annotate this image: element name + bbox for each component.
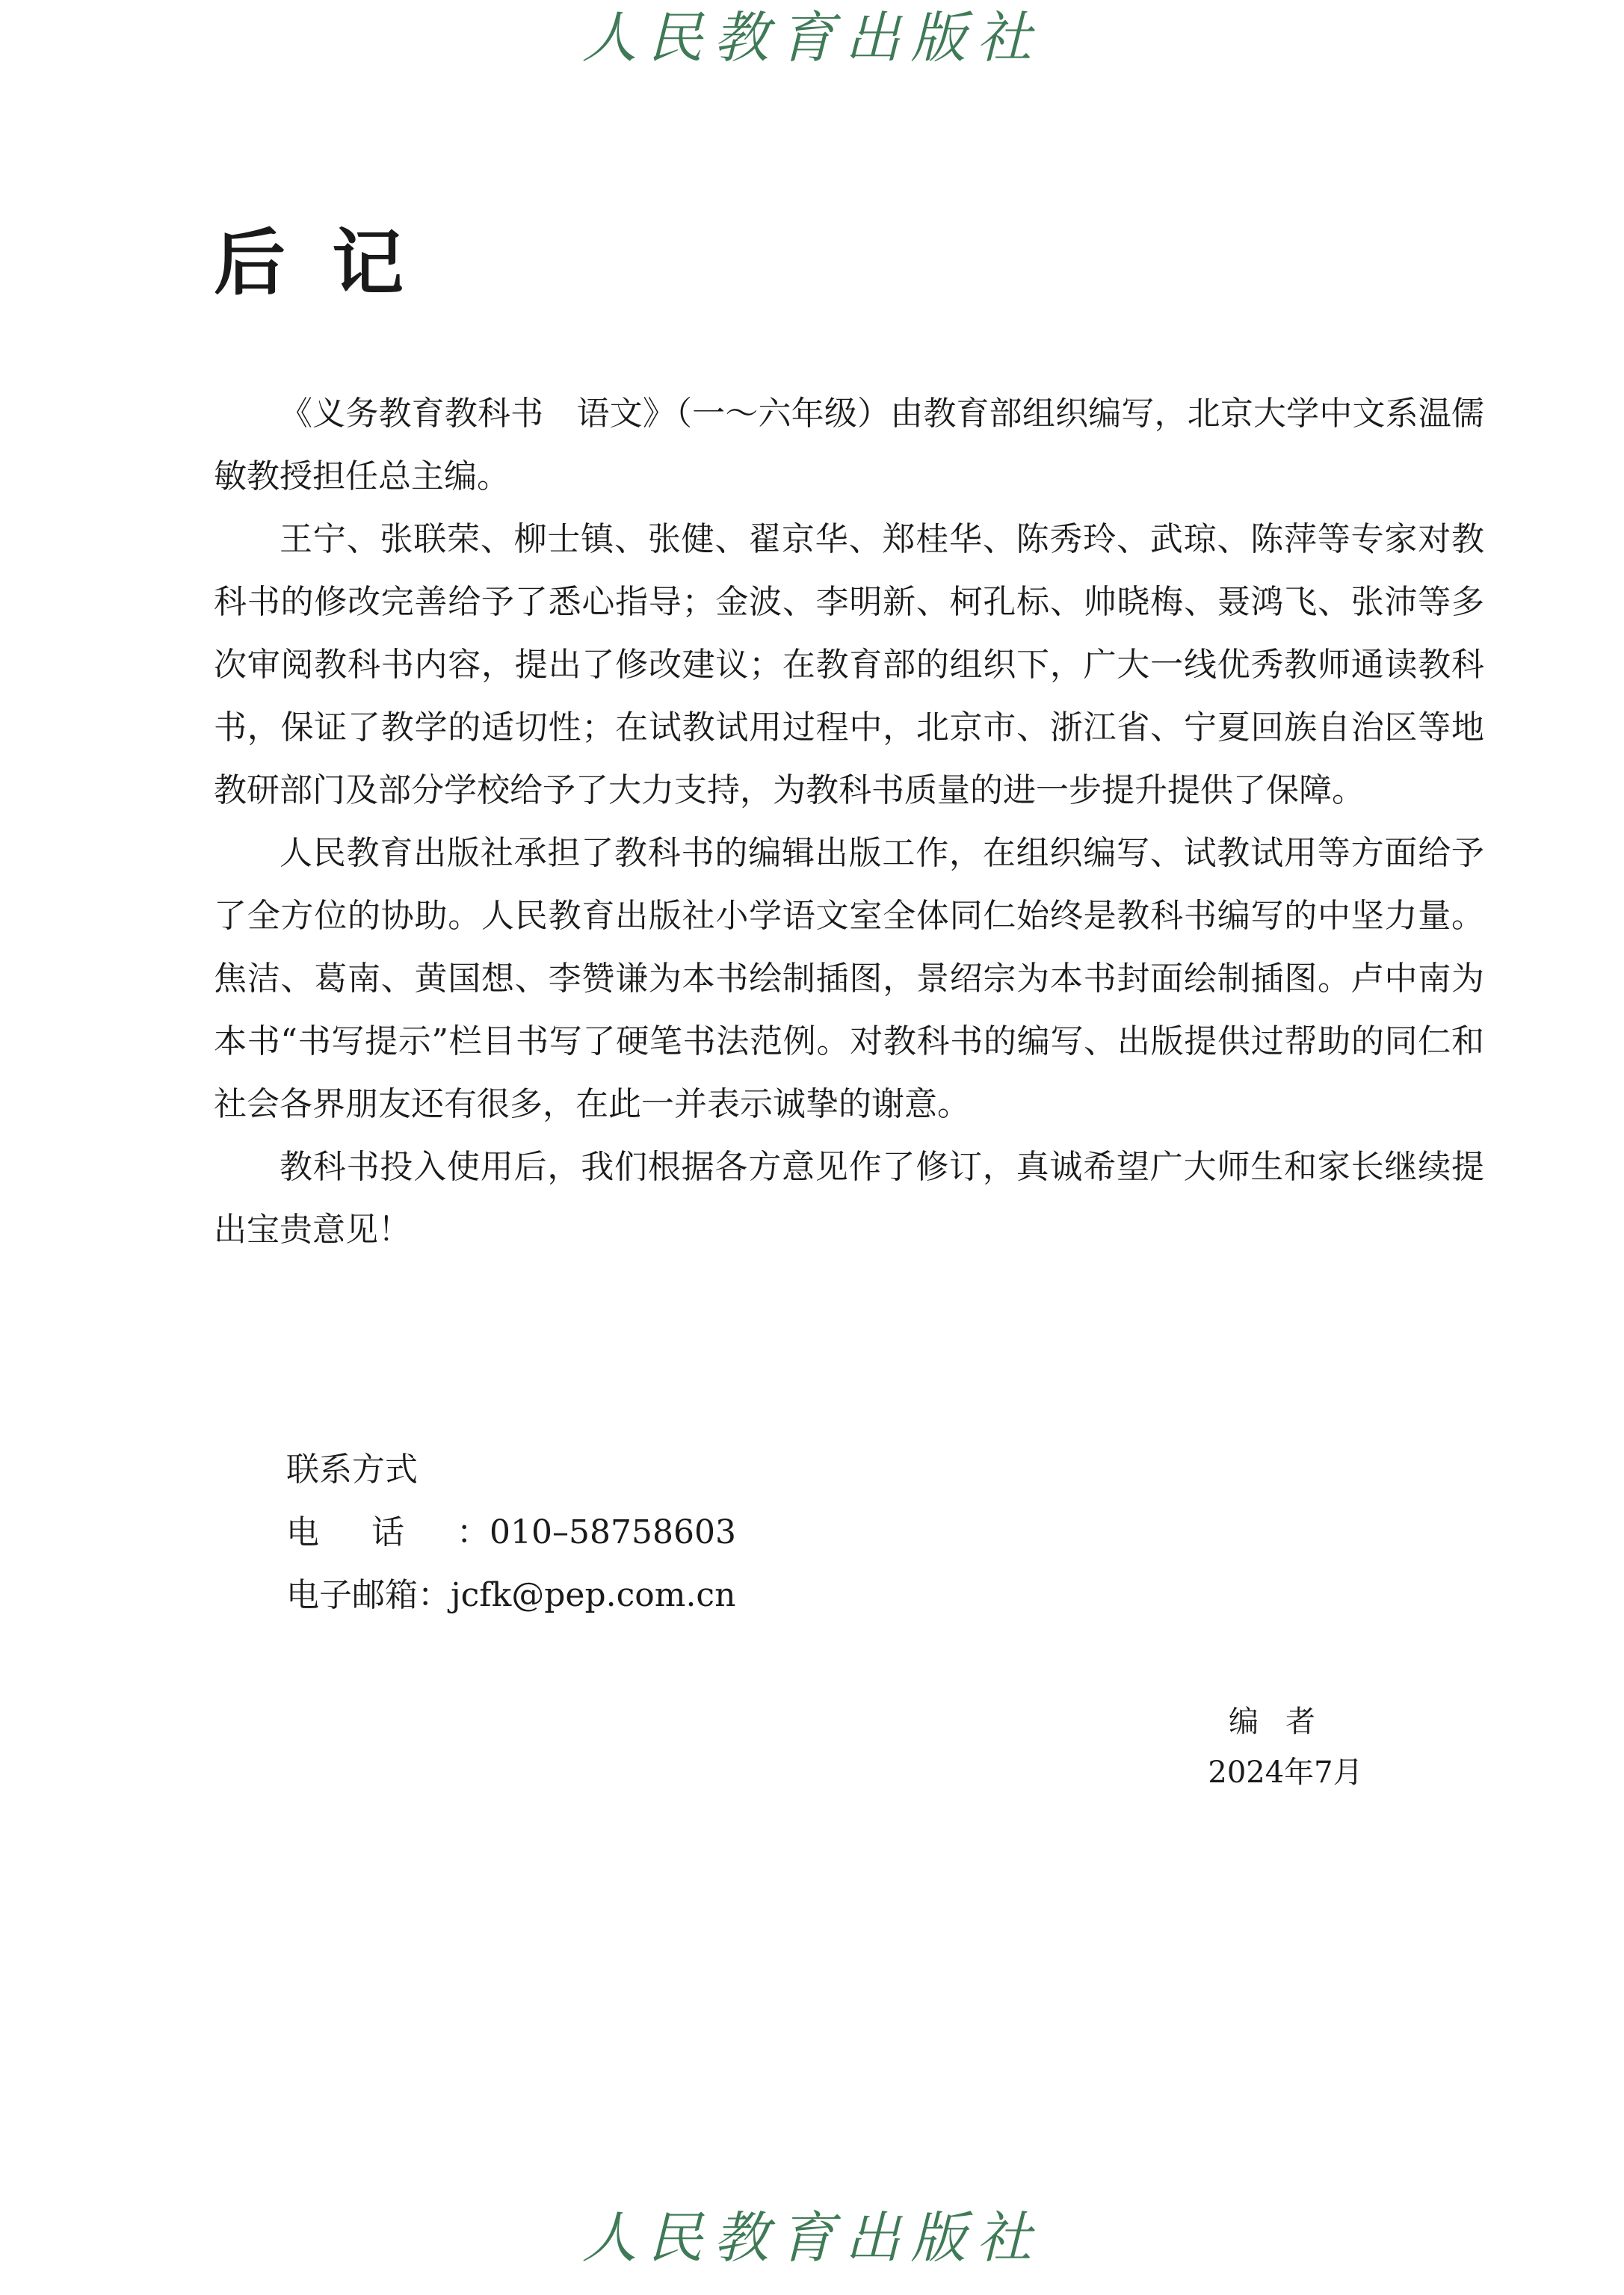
phone-label: 电话 bbox=[286, 1513, 457, 1551]
paragraph-3: 人民教育出版社承担了教科书的编辑出版工作，在组织编写、试教试用等方面给予了全方位的协助。人民教育出版社小学语文室全体同仁始终是教科书编写的中坚力量。焦洁、葛南、黄国想、李赞谦为本书绘制插图，景绍宗为本书封面绘制插图。卢中南为本书“书写提示”栏目书写了硬笔书法范例。对教科书的编写、出版提供过帮助的同仁和社会各界朋友还有很多，在此一并表示诚挚的谢意。 bbox=[214, 834, 1484, 1123]
author-signature: 编者 bbox=[1229, 1705, 1342, 1739]
page-title: 后记 bbox=[214, 220, 450, 306]
phone-row: 电话：010–58758603 bbox=[286, 1513, 736, 1551]
publisher-logo-bottom: 人民教育出版社 bbox=[581, 2206, 1043, 2270]
contact-heading: 联系方式 bbox=[286, 1451, 418, 1489]
paragraph-2: 王宁、张联荣、柳士镇、张健、翟京华、郑桂华、陈秀玲、武琼、陈萍等专家对教科书的修改完善给予了悉心指导；金波、李明新、柯孔标、帅晓梅、聂鸿飞、张沛等多次审阅教科书内容，提出了修改建议；在教育部的组织下，广大一线优秀教师通读教科书，保证了教学的适切性；在试教试用过程中，北京市、浙江省、宁夏回族自治区等地教研部门及部分学校给予了大力支持，为教科书质量的进一步提升提供了保障。 bbox=[214, 520, 1484, 809]
email-row: 电子邮箱：jcfk@pep.com.cn bbox=[286, 1576, 736, 1614]
paragraph-4: 教科书投入使用后，我们根据各方意见作了修订，真诚希望广大师生和家长继续提出宝贵意见！ bbox=[214, 1148, 1484, 1249]
signature-block bbox=[1203, 1696, 1368, 1798]
paragraph-1: 《义务教育教科书 语文》（一～六年级）由教育部组织编写，北京大学中文系温儒敏教授担任总主编。 bbox=[214, 395, 1484, 495]
signature-date: 2024年7月 bbox=[1208, 1755, 1363, 1790]
phone-number: 010–58758603 bbox=[490, 1513, 736, 1551]
email-address: jcfk@pep.com.cn bbox=[451, 1576, 736, 1614]
afterword-body bbox=[214, 383, 1484, 1261]
publisher-logo-top: 人民教育出版社 bbox=[581, 6, 1043, 70]
email-label: 电子邮箱 bbox=[286, 1576, 418, 1614]
contact-section bbox=[286, 1439, 736, 1627]
